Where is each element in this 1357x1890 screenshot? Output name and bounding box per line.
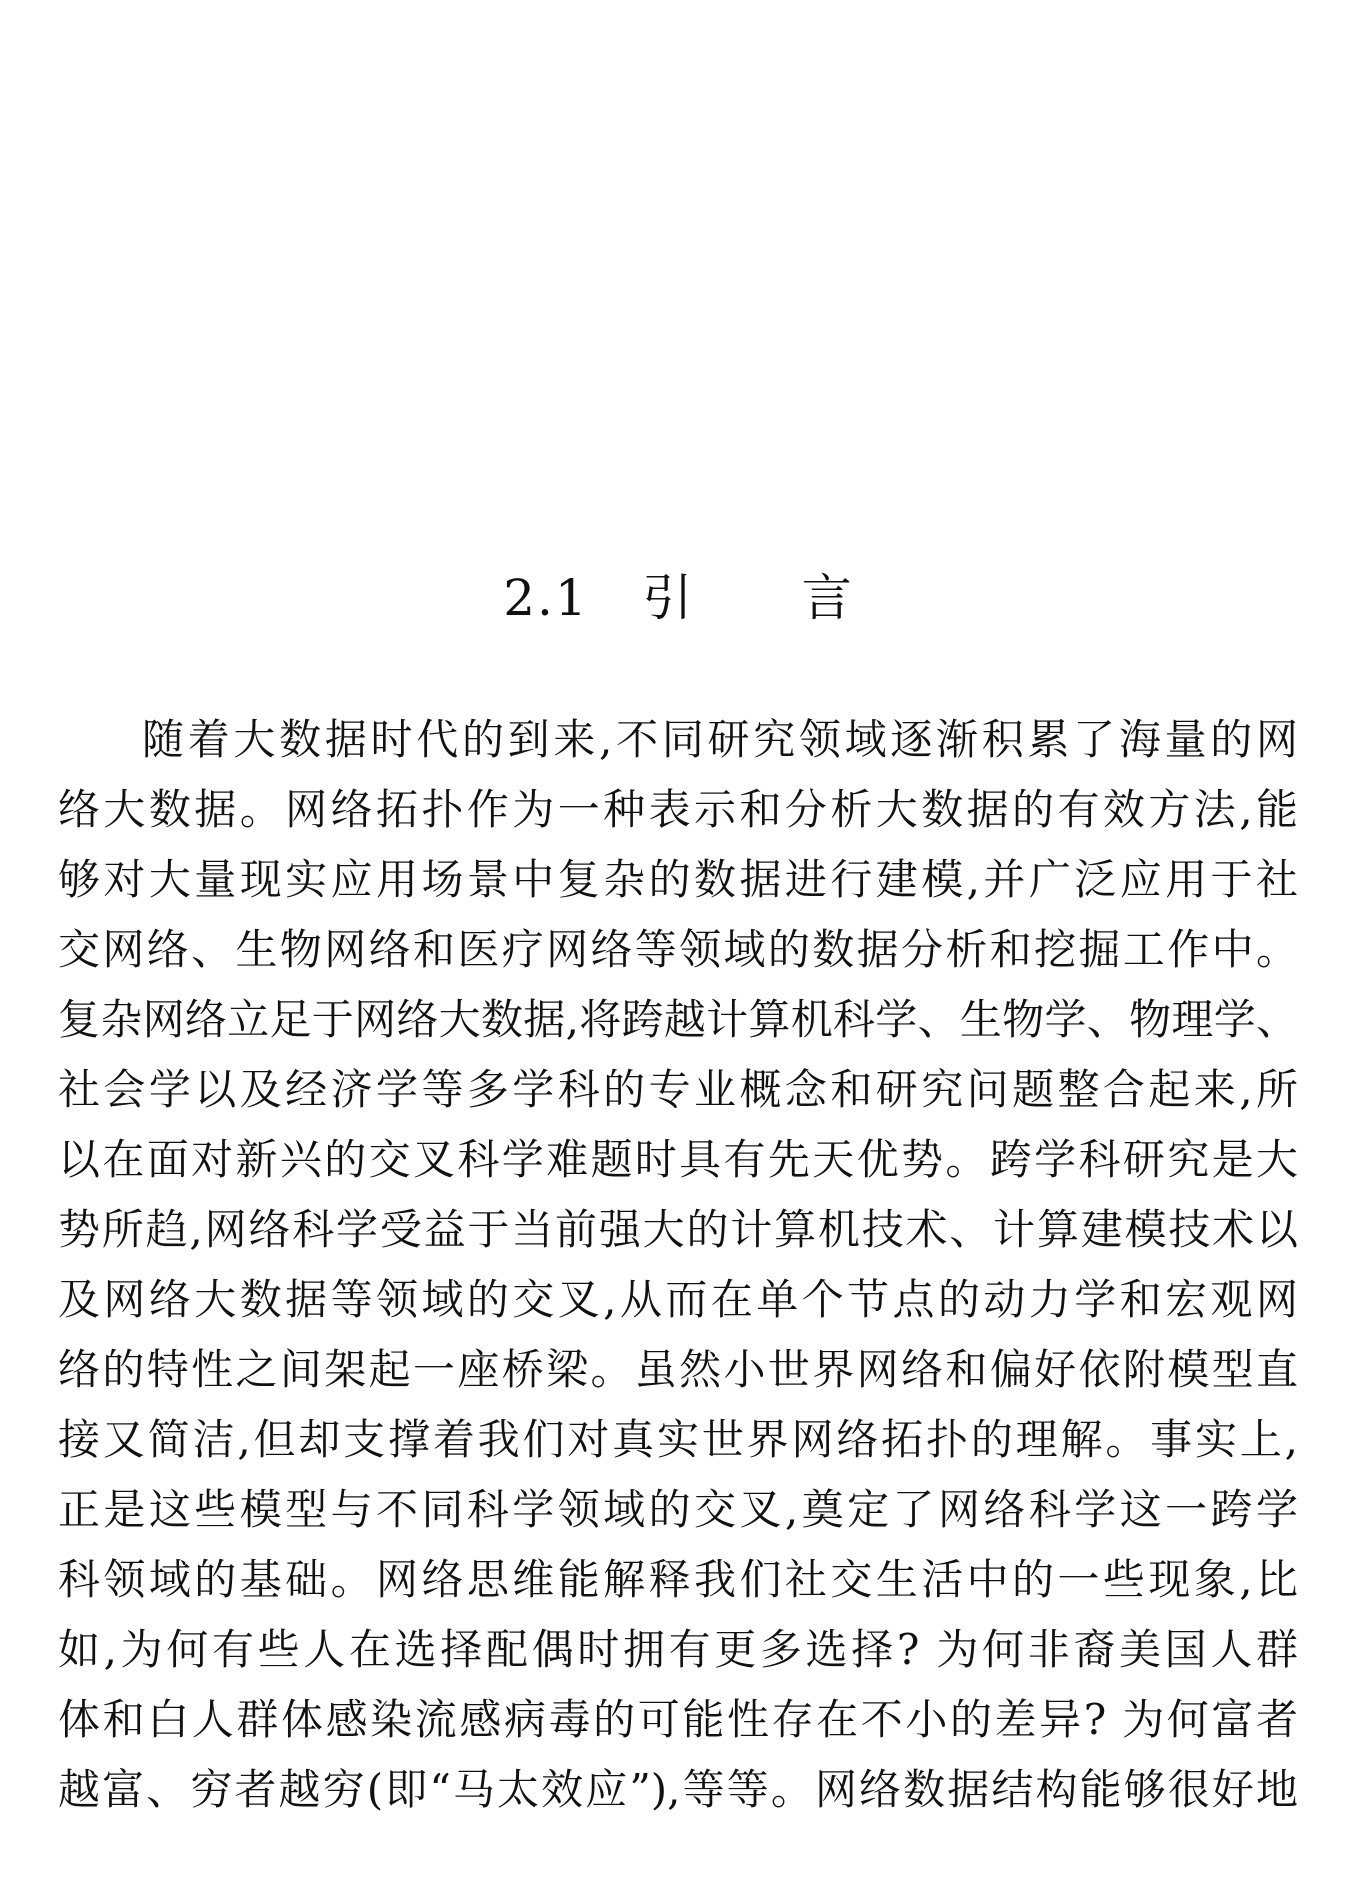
text-line: 复杂网络立足于网络大数据,将跨越计算机科学、生物学、物理学、: [58, 995, 1298, 1044]
text-line: 社会学以及经济学等多学科的专业概念和研究问题整合起来,所: [58, 1065, 1298, 1114]
section-heading: 2.1 引 言: [503, 569, 854, 627]
text-line: 越富、穷者越穷(即“马太效应”),等等。网络数据结构能够很好地: [58, 1765, 1298, 1814]
text-line: 体和白人群体感染流感病毒的可能性存在不小的差异? 为何富者: [58, 1695, 1298, 1744]
text-line: 接又简洁,但却支撑着我们对真实世界网络拓扑的理解。事实上,: [58, 1415, 1298, 1464]
text-line: 正是这些模型与不同科学领域的交叉,奠定了网络科学这一跨学: [58, 1485, 1298, 1534]
text-line: 络大数据。网络拓扑作为一种表示和分析大数据的有效方法,能: [58, 785, 1298, 834]
text-line: 够对大量现实应用场景中复杂的数据进行建模,并广泛应用于社: [58, 855, 1298, 904]
text-line: 以在面对新兴的交叉科学难题时具有先天优势。跨学科研究是大: [58, 1135, 1298, 1184]
text-line: 络的特性之间架起一座桥梁。虽然小世界网络和偏好依附模型直: [58, 1345, 1298, 1394]
text-line: 势所趋,网络科学受益于当前强大的计算机技术、计算建模技术以: [58, 1205, 1298, 1254]
text-line: 及网络大数据等领域的交叉,从而在单个节点的动力学和宏观网: [58, 1275, 1298, 1324]
text-line: 科领域的基础。网络思维能解释我们社交生活中的一些现象,比: [58, 1555, 1298, 1604]
text-line: 如,为何有些人在选择配偶时拥有更多选择? 为何非裔美国人群: [58, 1625, 1298, 1674]
text-line: 交网络、生物网络和医疗网络等领域的数据分析和挖掘工作中。: [58, 925, 1298, 974]
body-paragraph: [58, 705, 1298, 1825]
text-line: 随着大数据时代的到来,不同研究领域逐渐积累了海量的网: [142, 715, 1298, 764]
